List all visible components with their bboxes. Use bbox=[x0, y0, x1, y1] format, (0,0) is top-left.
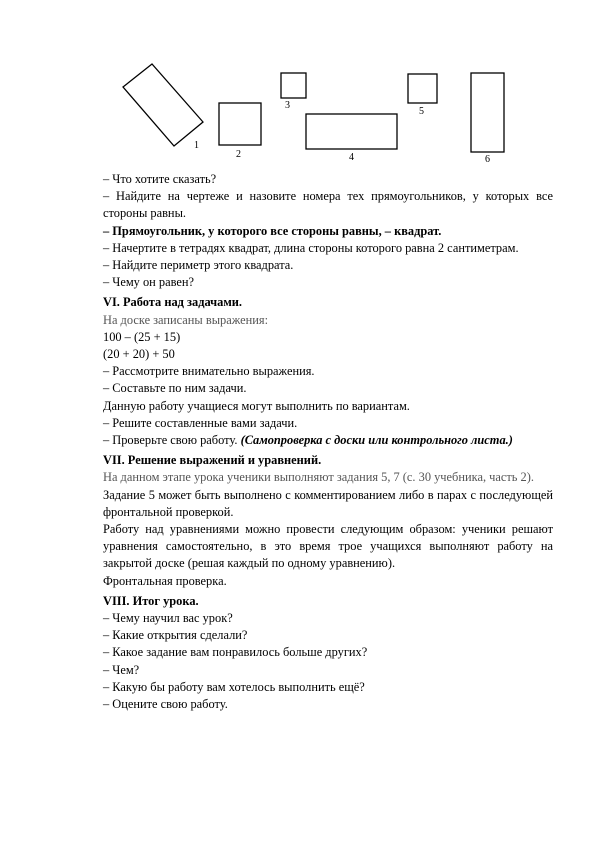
expression-line: 100 – (25 + 15) bbox=[103, 329, 181, 344]
instruction-line bbox=[103, 432, 553, 449]
body-line: Данную работу учащиеся могут выполнить по вариантам. bbox=[103, 398, 410, 413]
instruction-line: – Составьте по ним задачи. bbox=[103, 381, 247, 396]
body-line: На данном этапе урока ученики выполняют задания 5, 7 (с. 30 учебника, часть 2). bbox=[103, 470, 534, 485]
self-check-note: (Самопроверка с доски или контрольного листа.) bbox=[240, 433, 513, 448]
question-line: – Чему он равен? bbox=[103, 275, 195, 290]
figure-label-2: 2 bbox=[236, 149, 241, 160]
instruction-line: – Рассмотрите внимательно выражения. bbox=[103, 364, 315, 379]
figure-label-6: 6 bbox=[485, 154, 490, 165]
question-line: – Чем? bbox=[103, 662, 140, 677]
rectangle-2 bbox=[219, 103, 261, 145]
question-line: – Оцените свою работу. bbox=[103, 697, 228, 712]
figure-label-4: 4 bbox=[349, 152, 354, 163]
instruction-line: – Решите составленные вами задачи. bbox=[103, 415, 298, 430]
body-line: На доске записаны выражения: bbox=[103, 312, 269, 327]
question-line: – Какое задание вам понравилось больше других? bbox=[103, 645, 368, 660]
instruction-text: – Проверьте свою работу. bbox=[103, 433, 238, 448]
section-heading-vi: VI. Работа над задачами. bbox=[103, 295, 243, 310]
body-line: Задание 5 может быть выполнено с комментированием либо в парах с последующей фронтальной проверкой. bbox=[103, 487, 553, 519]
rectangle-6 bbox=[471, 73, 504, 152]
rectangle-5 bbox=[408, 74, 437, 103]
question-line: – Какую бы работу вам хотелось выполнить ещё? bbox=[103, 679, 365, 694]
instruction-line: – Найдите на чертеже и назовите номера тех прямоугольников, у которых все стороны равны. bbox=[103, 189, 553, 221]
figure-label-3: 3 bbox=[285, 100, 290, 111]
rectangle-3 bbox=[281, 73, 306, 98]
question-line: – Какие открытия сделали? bbox=[103, 628, 248, 643]
question-line: – Чему научил вас урок? bbox=[103, 611, 233, 626]
body-line: Работу над уравнениями можно провести следующим образом: ученики решают уравнения самостоятельно, в это время трое учащихся выполняют работу на закрытой доске (решая каждый по одному уравнению). bbox=[103, 522, 553, 571]
rectangles-figure bbox=[0, 0, 595, 175]
figure-label-1: 1 bbox=[194, 140, 199, 151]
expression-line: (20 + 20) + 50 bbox=[103, 347, 175, 362]
rectangle-1 bbox=[123, 64, 203, 146]
section-heading-vii: VII. Решение выражений и уравнений. bbox=[103, 453, 322, 468]
section-heading-viii: VIII. Итог урока. bbox=[103, 593, 199, 608]
instruction-line: – Начертите в тетрадях квадрат, длина стороны которого равна 2 сантиметрам. bbox=[103, 240, 519, 255]
body-line: Фронтальная проверка. bbox=[103, 573, 227, 588]
rectangle-4 bbox=[306, 114, 397, 149]
definition-line: – Прямоугольник, у которого все стороны равны, – квадрат. bbox=[103, 223, 442, 238]
figure-label-5: 5 bbox=[419, 106, 424, 117]
instruction-line: – Найдите периметр этого квадрата. bbox=[103, 258, 294, 273]
lesson-text bbox=[103, 171, 553, 713]
question-line: – Что хотите сказать? bbox=[103, 172, 217, 186]
